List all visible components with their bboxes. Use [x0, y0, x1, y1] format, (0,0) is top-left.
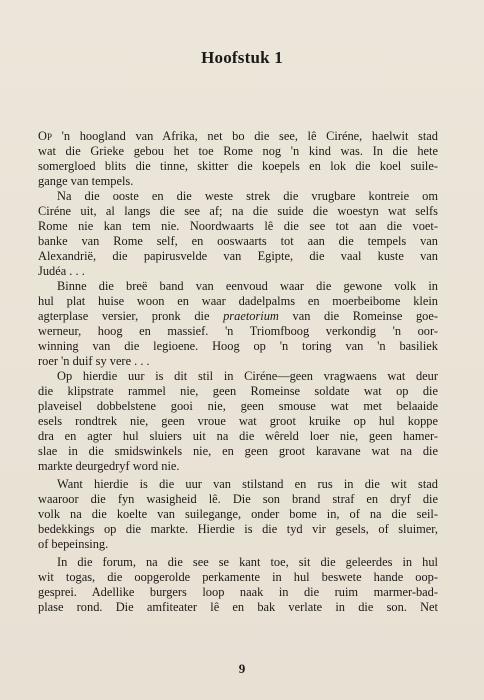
- text-line: plase rond. Die amfiteater lê en bak verlate in die son. Net: [38, 600, 438, 614]
- text-line: Binne die breë band van eenvoud waar die gewone volk in: [57, 279, 438, 293]
- text-line: Rome nie kan tem nie. Noordwaarts lê die see tot aan die voet-: [38, 219, 438, 233]
- text-line: In die forum, na die see se kant toe, sit die geleerdes in hul: [57, 555, 438, 569]
- text-line: roer 'n duif sy vere . . .: [38, 354, 150, 368]
- text-line: hul plat huise woon en waar dadelpalms en moerbeibome klein: [38, 294, 438, 308]
- text-line: Na die ooste en die weste strek die vrugbare kontreie om: [57, 189, 438, 203]
- text-line: Op hierdie uur is dit stil in Ciréne—geen vragwaens wat deur: [57, 369, 438, 383]
- text-line: plaveisel dobbelstene gooi nie, geen smouse wat met belaaide: [38, 399, 438, 413]
- italic-term: praetorium: [223, 309, 279, 323]
- page-number: 9: [238, 661, 246, 676]
- text-line: Judéa . . .: [38, 264, 85, 278]
- text-line: Ciréne uit, al langs die see af; na die suide die woestyn wat selfs: [38, 204, 438, 218]
- text-line: Want hierdie is die uur van stilstand en rus in die wit stad: [57, 477, 438, 491]
- text-line: agterplase versier, pronk die praetorium van die Romeinse goe-: [38, 309, 438, 323]
- text-line: wit togas, die oopgerolde perkamente in hul beswete hande oop-: [38, 570, 438, 584]
- text-line: gesprei. Adellike burgers loop naak in die ruim marmer-bad-: [38, 585, 438, 599]
- text-line: markte deurgedryf word nie.: [38, 459, 180, 473]
- chapter-body: [38, 129, 438, 615]
- text-line: gange van tempels.: [38, 174, 134, 188]
- opening-word: Op: [38, 129, 52, 143]
- text-line: die klipstrate rammel nie, geen Romeinse soldate wat op die: [38, 384, 438, 398]
- text-line: banke van Rome self, en ooswaarts tot aan die tempels van: [38, 234, 438, 248]
- text-line: werneur, hoog en massief. 'n Triomfboog verkondig 'n oor-: [38, 324, 438, 338]
- text-line: dra en agter hul sluiers uit na die wêreld loer nie, geen hamer-: [38, 429, 438, 443]
- text-line: volk na die koelte van suilegange, onder bome in, of na die seil-: [38, 507, 438, 521]
- text-line: bedekkings op die markte. Hierdie is die tyd vir gesels, of sluimer,: [38, 522, 438, 536]
- text-line: winning van die legioene. Hoog op 'n toring van 'n basiliek: [38, 339, 438, 353]
- text-line: slae in die smidswinkels nie, en geen groot karavane wat na die: [38, 444, 438, 458]
- text-line: Alexandrië, die papirusvelde van Egipte, die vaal kuste van: [38, 249, 438, 263]
- chapter-title: Hoofstuk 1: [201, 48, 283, 67]
- text-line: Op 'n hoogland van Afrika, net bo die see, lê Ciréne, haelwit stad: [38, 129, 438, 143]
- text-line: waaroor die fyn wasigheid lê. Die son brand straf en dryf die: [38, 492, 438, 506]
- text-line: somergloed blits die tinne, skitter die koepels en lok die koel suile-: [38, 159, 438, 173]
- text-line: of bepeinsing.: [38, 537, 109, 551]
- text-line: esels rondtrek nie, geen vroue wat groot kruike op hul koppe: [38, 414, 438, 428]
- text-line: wat die Grieke gebou het toe Rome nog 'n kind was. In die hete: [38, 144, 438, 158]
